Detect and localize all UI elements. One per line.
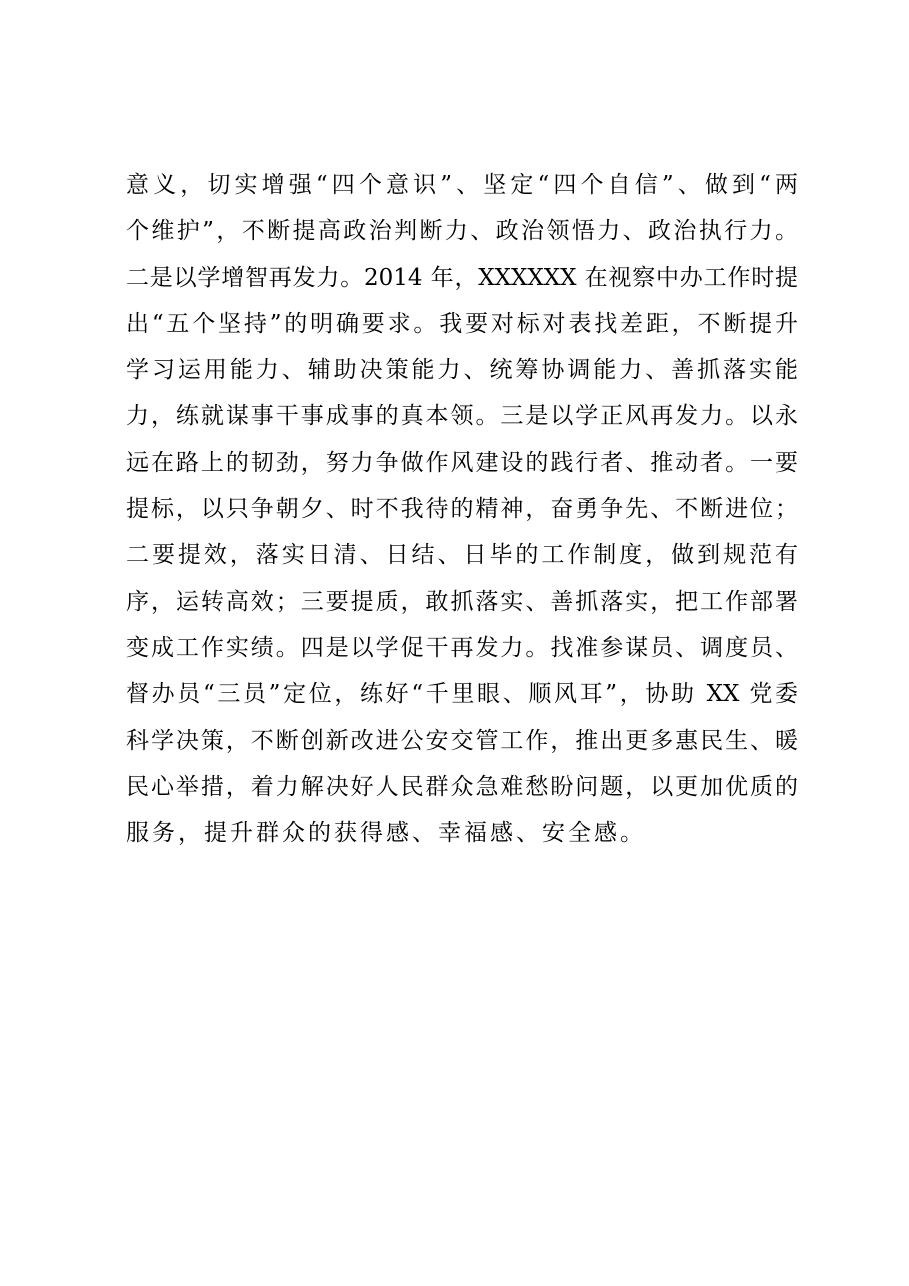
text-line: 序，运转高效；三要提质，敢抓落实、善抓落实，把工作部署	[126, 588, 798, 615]
text-line: 二是以学增智再发力。2014 年，XXXXXX 在视察中办工作时提	[126, 264, 798, 291]
text-line: 变成工作实绩。四是以学促干再发力。找准参谋员、调度员、	[126, 634, 798, 661]
body-paragraph	[126, 162, 798, 856]
text-line: 提标，以只争朝夕、时不我待的精神，奋勇争先、不断进位；	[126, 496, 798, 523]
text-line: 出“五个坚持”的明确要求。我要对标对表找差距，不断提升	[126, 310, 798, 337]
text-line: 远在路上的韧劲，努力争做作风建设的践行者、推动者。一要	[126, 449, 798, 476]
text-line: 学习运用能力、辅助决策能力、统筹协调能力、善抓落实能	[126, 357, 798, 384]
text-line: 科学决策，不断创新改进公安交管工作，推出更多惠民生、暖	[126, 727, 798, 754]
text-line: 力，练就谋事干事成事的真本领。三是以学正风再发力。以永	[126, 403, 798, 430]
text-line: 意义，切实增强“四个意识”、坚定“四个自信”、做到“两	[126, 172, 798, 198]
text-line: 服务，提升群众的获得感、幸福感、安全感。	[126, 820, 646, 847]
text-line: 民心举措，着力解决好人民群众急难愁盼问题，以更加优质的	[126, 773, 798, 800]
text-line: 督办员“三员”定位，练好“千里眼、顺风耳”，协助 XX 党委	[126, 681, 798, 708]
text-line: 二要提效，落实日清、日结、日毕的工作制度，做到规范有	[126, 542, 798, 569]
text-line: 个维护”，不断提高政治判断力、政治领悟力、政治执行力。	[126, 218, 798, 245]
